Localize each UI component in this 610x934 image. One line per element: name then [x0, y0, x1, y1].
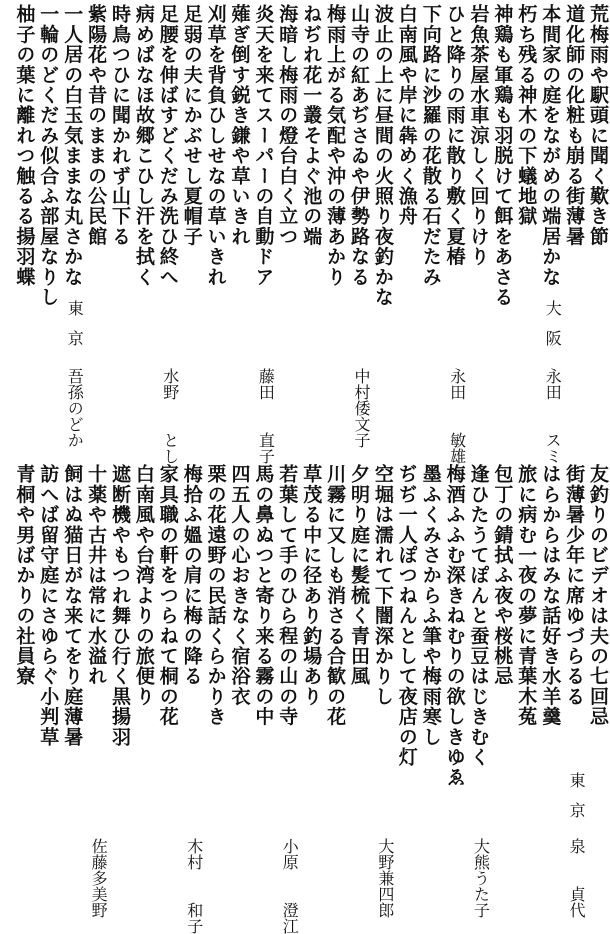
haiku-text: 時鳥つひに聞かれず山下る — [109, 4, 131, 247]
haiku-column — [538, 460, 562, 923]
author-name: 永田 スミ — [543, 368, 563, 464]
haiku-text: 荒梅雨や駅頭に聞く歎き節 — [587, 4, 609, 247]
haiku-text: 遮断機やもつれ舞ひ行く黒揚羽 — [109, 464, 131, 747]
haiku-text: 空堀は濡れて下闇深かりし — [371, 464, 394, 707]
author-name: 中村倭文子 — [352, 368, 371, 448]
haiku-text: 道化師の化粧も崩る街薄暑 — [563, 4, 586, 247]
haiku-text: 梅酒ふふむ深きねむりの欲しきゆゑ — [443, 464, 466, 788]
haiku-text: 白南風や台湾よりの旅便り — [132, 464, 155, 707]
haiku-column — [228, 460, 252, 923]
haiku-text: 波止の上に昼間の火照り夜釣かな — [371, 4, 394, 307]
haiku-column — [323, 0, 347, 455]
haiku-column — [84, 460, 108, 923]
haiku-column — [156, 0, 180, 464]
author-place: 東京 — [567, 772, 587, 832]
haiku-column — [419, 0, 443, 455]
author-name: 水野 とし — [160, 368, 180, 464]
haiku-column — [132, 0, 156, 455]
haiku-text: 包丁の錆拭ふ夜や桜桃忌 — [491, 464, 514, 687]
haiku-text: ぢぢ一人ぽつねんとして夜店の灯 — [395, 464, 418, 767]
haiku-column — [443, 0, 467, 464]
haiku-text: 栗の花遠野の民話くらかりき — [204, 464, 227, 727]
haiku-column — [60, 0, 84, 455]
haiku-text: 家具職の軒をつらねて桐の花 — [156, 464, 179, 727]
haiku-column — [562, 0, 586, 455]
author-name: 大熊うた子 — [471, 838, 491, 918]
haiku-column — [323, 460, 347, 923]
haiku-column — [156, 460, 180, 923]
haiku-column — [467, 0, 491, 455]
haiku-text: 下向路に沙羅の花散る石だたみ — [419, 4, 442, 287]
haiku-column — [132, 460, 156, 923]
haiku-text: 川霧に又しも消さる合歓の花 — [324, 464, 347, 727]
haiku-text: 足弱の夫にかぶせし夏帽子 — [180, 4, 203, 247]
author-name: 小原 澄江 — [280, 838, 300, 934]
haiku-column — [251, 460, 275, 923]
haiku-text: 飼はぬ猫日がな来てをり庭薄暑 — [61, 464, 84, 747]
haiku-column — [180, 460, 204, 934]
haiku-column — [275, 0, 299, 455]
haiku-text: 朽ち残る神木の下蟻地獄 — [515, 4, 538, 227]
haiku-column — [395, 0, 419, 455]
haiku-text: 岩魚茶屋水車涼しく回りけり — [467, 4, 490, 267]
haiku-column — [514, 0, 538, 455]
haiku-column — [84, 0, 108, 455]
haiku-column — [395, 460, 419, 923]
haiku-column — [36, 460, 60, 923]
haiku-block-top — [0, 0, 610, 464]
haiku-column — [586, 460, 610, 923]
author-name: 大野兼四郎 — [375, 838, 395, 918]
haiku-column — [419, 460, 443, 923]
haiku-text: 炎天を来てスーパーの自動ドア — [252, 4, 275, 287]
haiku-column — [204, 0, 228, 455]
haiku-text: 十薬や古井は常に水溢れ — [85, 464, 108, 687]
haiku-text: 訪へば留守庭にさゆらぐ小判草 — [37, 464, 60, 747]
author-name: 藤田 直子 — [256, 368, 276, 464]
haiku-column — [490, 460, 514, 923]
haiku-text: ねぢれ花一叢そよぐ池の端 — [300, 4, 323, 247]
haiku-text: 薙ぎ倒す鋭き鎌や草いきれ — [228, 4, 251, 247]
haiku-text: 一輪のどくだみ似合ふ部屋なりし — [37, 4, 60, 307]
haiku-text: 四五人の心おきなく宿浴衣 — [228, 464, 251, 707]
haiku-text: 旅に病む一夜の夢に青葉木菟 — [515, 464, 538, 727]
haiku-column — [347, 0, 371, 455]
haiku-column — [228, 0, 252, 455]
haiku-column — [347, 460, 371, 923]
haiku-column — [36, 0, 60, 455]
haiku-text: 梅拾ふ媼の肩に梅の降る — [180, 464, 203, 687]
haiku-column — [275, 460, 300, 934]
haiku-text: 墨ふくみさからふ筆や梅雨寒し — [419, 464, 442, 747]
haiku-text: 若葉して手のひら程の山の寺 — [276, 464, 299, 727]
haiku-text: 友釣りのビデオは夫の七回忌 — [587, 464, 609, 727]
haiku-text: 街薄暑少年に席ゆづらるる — [563, 464, 586, 707]
haiku-column — [371, 460, 395, 923]
author-name: 吾孫のどか — [65, 368, 85, 448]
haiku-text: 草茂る中に径あり釣場あり — [300, 464, 323, 707]
haiku-text: 本間家の庭をながめの端居かな — [539, 4, 562, 287]
haiku-column — [538, 0, 563, 464]
haiku-column — [514, 460, 538, 923]
author-name: 木村 和子 — [184, 838, 204, 934]
haiku-text: 一人居の白玉気ままな丸さかな — [61, 4, 84, 287]
haiku-block-bottom — [0, 460, 610, 934]
haiku-text: 夕明り庭に髪梳く青田風 — [348, 464, 370, 687]
author-place: 東京 — [65, 300, 85, 360]
haiku-column — [562, 460, 586, 923]
haiku-text: 刈草を背負ひしせなの草いきれ — [204, 4, 227, 287]
haiku-column — [60, 460, 84, 923]
haiku-column — [299, 0, 323, 455]
author-name: 佐藤多美野 — [89, 838, 109, 918]
haiku-text: 海暗し梅雨の燈台白く立つ — [276, 4, 299, 247]
haiku-text: 逢ひたうてぽんと蚕豆はじきむく — [467, 464, 490, 767]
haiku-column — [490, 0, 514, 455]
haiku-text: ひと降りの雨に散り敷く夏椿 — [443, 4, 466, 267]
haiku-column — [108, 0, 132, 455]
haiku-column — [180, 0, 204, 455]
haiku-column — [12, 0, 36, 455]
author-place: 大阪 — [543, 300, 563, 360]
haiku-text: 梅雨上がる気配や沖の薄あかり — [324, 4, 347, 287]
haiku-column — [108, 460, 132, 923]
haiku-text: 馬の鼻ぬつと寄り来る霧の中 — [252, 464, 275, 727]
haiku-column — [443, 460, 467, 923]
haiku-text: 柚子の葉に離れつ触るる揚羽蝶 — [13, 4, 36, 287]
haiku-text: 紫陽花や昔のままの公民館 — [85, 4, 108, 247]
haiku-column — [586, 0, 610, 455]
haiku-column — [371, 0, 395, 455]
author-name: 泉 貞代 — [567, 838, 587, 918]
haiku-text: 白南風や岸に犇めく漁舟 — [395, 4, 418, 227]
haiku-text: 青桐や男ばかりの社員寮 — [13, 464, 36, 687]
haiku-text: 病めばなほ故郷こひし汗を拭く — [132, 4, 155, 287]
haiku-text: 足腰を伸ばすどくだみ洗ひ終へ — [156, 4, 179, 287]
haiku-column — [299, 460, 323, 923]
haiku-column — [467, 460, 491, 923]
haiku-text: 神鶏も軍鶏も羽脱けて餌をあさる — [491, 4, 514, 307]
haiku-text: はらからはみな話好き水羊羹 — [539, 464, 562, 727]
haiku-column — [251, 0, 276, 464]
haiku-column — [204, 460, 228, 923]
author-name: 永田 敏雄 — [447, 368, 467, 464]
haiku-column — [12, 460, 36, 923]
haiku-text: 山寺の紅あぢさゐや伊勢路なる — [348, 4, 370, 287]
